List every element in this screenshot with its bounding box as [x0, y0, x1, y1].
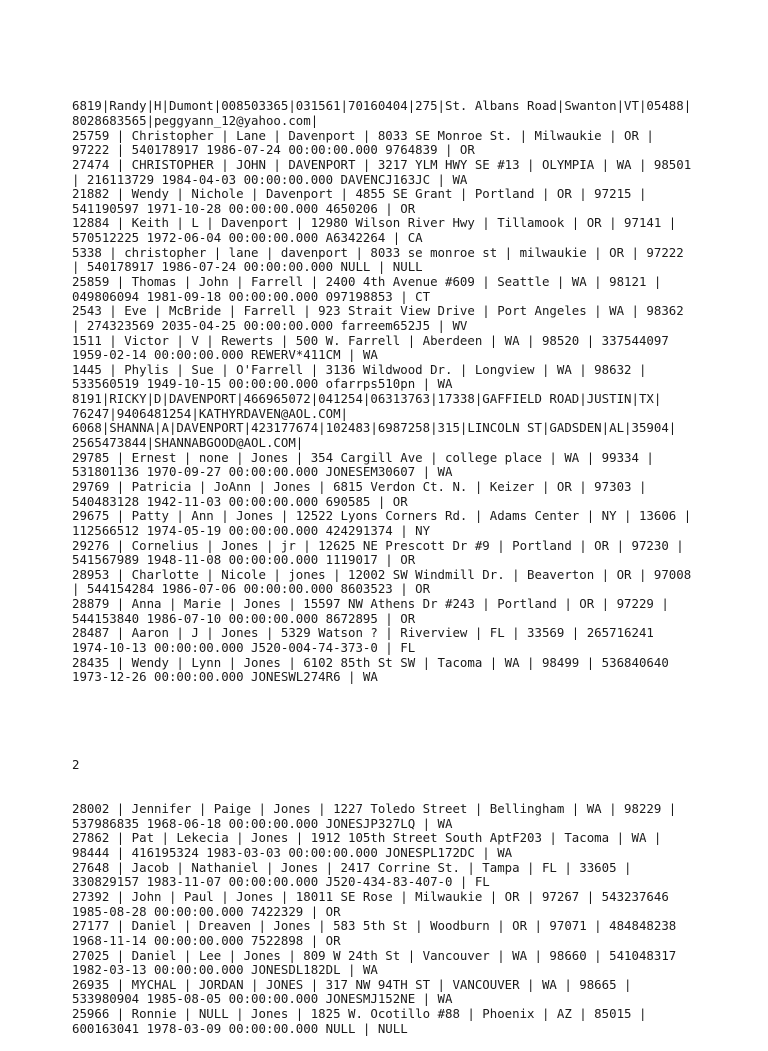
text-line: | 274323569 2035-04-25 00:00:00.000 farreem652J5 | WV: [72, 317, 468, 333]
text-line: 29785 | Ernest | none | Jones | 354 Cargill Ave | college place | WA | 99334 |: [72, 449, 654, 465]
text-line: | 540178917 1986-07-24 00:00:00.000 NULL | NULL: [72, 259, 423, 275]
document-page: [72, 70, 712, 1051]
text-line: 8028683565|peggyann_12@yahoo.com|: [72, 112, 319, 128]
text-line: 25966 | Ronnie | NULL | Jones | 1825 W. Ocotillo #88 | Phoenix | AZ | 85015 |: [72, 1006, 647, 1022]
text-line: 1511 | Victor | V | Rewerts | 500 W. Farrell | Aberdeen | WA | 98520 | 337544097: [72, 332, 669, 348]
text-line: 330829157 1983-11-07 00:00:00.000 J520-434-83-407-0 | FL: [72, 874, 490, 890]
text-line: 26935 | MYCHAL | JORDAN | JONES | 317 NW 94TH ST | VANCOUVER | WA | 98665 |: [72, 976, 632, 992]
text-line: | 544154284 1986-07-06 00:00:00.000 8603523 | OR: [72, 581, 431, 597]
text-line: 1973-12-26 00:00:00.000 JONESWL274R6 | WA: [72, 669, 378, 685]
text-line: 1974-10-13 00:00:00.000 J520-004-74-373-0 | FL: [72, 640, 416, 656]
text-line: 29675 | Patty | Ann | Jones | 12522 Lyons Corners Rd. | Adams Center | NY | 13606 |: [72, 508, 692, 524]
text-line: 600163041 1978-03-09 00:00:00.000 NULL | NULL: [72, 1020, 408, 1036]
text-line: 28879 | Anna | Marie | Jones | 15597 NW Athens Dr #243 | Portland | OR | 97229 |: [72, 596, 669, 612]
text-line: | 216113729 1984-04-03 00:00:00.000 DAVENCJ163JC | WA: [72, 171, 468, 187]
text-line: 6068|SHANNA|A|DAVENPORT|423177674|102483|6987258|315|LINCOLN ST|GADSDEN|AL|35904|: [72, 420, 677, 436]
text-line: 97222 | 540178917 1986-07-24 00:00:00.000 9764839 | OR: [72, 142, 475, 158]
text-line: 25759 | Christopher | Lane | Davenport | 8033 SE Monroe St. | Milwaukie | OR |: [72, 127, 654, 143]
text-line: 533560519 1949-10-15 00:00:00.000 ofarrps510pn | WA: [72, 376, 453, 392]
text-line: 8191|RICKY|D|DAVENPORT|466965072|041254|06313763|17338|GAFFIELD ROAD|JUSTIN|TX|: [72, 391, 662, 407]
text-line: 76247|9406481254|KATHYRDAVEN@AOL.COM|: [72, 405, 349, 421]
text-line: 21882 | Wendy | Nichole | Davenport | 4855 SE Grant | Portland | OR | 97215 |: [72, 186, 647, 202]
text-line: 28953 | Charlotte | Nicole | jones | 12002 SW Windmill Dr. | Beaverton | OR | 97008: [72, 566, 692, 582]
text-line: 2565473844|SHANNABGOOD@AOL.COM|: [72, 435, 304, 451]
text-line: 1968-11-14 00:00:00.000 7522898 | OR: [72, 932, 341, 948]
text-line: 5338 | christopher | lane | davenport | 8033 se monroe st | milwaukie | OR | 97222: [72, 244, 684, 260]
text-line: 27474 | CHRISTOPHER | JOHN | DAVENPORT | 3217 YLM HWY SE #13 | OLYMPIA | WA | 98501: [72, 156, 692, 172]
text-line: 1445 | Phylis | Sue | O'Farrell | 3136 Wildwood Dr. | Longview | WA | 98632 |: [72, 361, 647, 377]
text-line: 544153840 1986-07-10 00:00:00.000 8672895 | OR: [72, 610, 416, 626]
text-line: 29276 | Cornelius | Jones | jr | 12625 NE Prescott Dr #9 | Portland | OR | 97230 |: [72, 537, 684, 553]
text-line: 537986835 1968-06-18 00:00:00.000 JONESJP327LQ | WA: [72, 815, 453, 831]
text-line: 540483128 1942-11-03 00:00:00.000 690585 | OR: [72, 493, 408, 509]
text-line: 1959-02-14 00:00:00.000 REWERV*411CM | WA: [72, 347, 378, 363]
text-line: 2543 | Eve | McBride | Farrell | 923 Strait View Drive | Port Angeles | WA | 98362: [72, 303, 684, 319]
text-line: 28435 | Wendy | Lynn | Jones | 6102 85th St SW | Tacoma | WA | 98499 | 536840640: [72, 654, 669, 670]
text-line: 27648 | Jacob | Nathaniel | Jones | 2417 Corrine St. | Tampa | FL | 33605 |: [72, 859, 632, 875]
text-line: 28002 | Jennifer | Paige | Jones | 1227 Toledo Street | Bellingham | WA | 98229 |: [72, 801, 677, 817]
record-block-1: [72, 99, 712, 685]
blank-line: [72, 714, 712, 729]
text-line: 27862 | Pat | Lekecia | Jones | 1912 105th Street South AptF203 | Tacoma | WA |: [72, 830, 662, 846]
text-line: 1985-08-28 00:00:00.000 7422329 | OR: [72, 903, 341, 919]
text-line: 27177 | Daniel | Dreaven | Jones | 583 5th St | Woodburn | OR | 97071 | 484848238: [72, 918, 677, 934]
text-line: 049806094 1981-09-18 00:00:00.000 097198853 | CT: [72, 288, 431, 304]
text-line: 541190597 1971-10-28 00:00:00.000 4650206 | OR: [72, 200, 416, 216]
text-line: 25859 | Thomas | John | Farrell | 2400 4th Avenue #609 | Seattle | WA | 98121 |: [72, 274, 662, 289]
record-block-2: [72, 802, 712, 1036]
text-line: 531801136 1970-09-27 00:00:00.000 JONESEM30607 | WA: [72, 464, 453, 480]
text-line: 541567989 1948-11-08 00:00:00.000 1119017 | OR: [72, 552, 416, 568]
text-line: 12884 | Keith | L | Davenport | 12980 Wilson River Hwy | Tillamook | OR | 97141 |: [72, 215, 677, 231]
text-line: 98444 | 416195324 1983-03-03 00:00:00.000 JONESPL172DC | WA: [72, 845, 513, 861]
text-line: 27025 | Daniel | Lee | Jones | 809 W 24th St | Vancouver | WA | 98660 | 541048317: [72, 947, 677, 963]
page-number: 2: [72, 757, 80, 773]
text-line: 112566512 1974-05-19 00:00:00.000 424291374 | NY: [72, 522, 431, 538]
text-line: 1982-03-13 00:00:00.000 JONESDL182DL | WA: [72, 962, 378, 978]
text-line: 27392 | John | Paul | Jones | 18011 SE Rose | Milwaukie | OR | 97267 | 543237646: [72, 889, 669, 904]
text-line: 6819|Randy|H|Dumont|008503365|031561|70160404|275|St. Albans Road|Swanton|VT|05488|: [72, 98, 692, 114]
text-line: 29769 | Patricia | JoAnn | Jones | 6815 Verdon Ct. N. | Keizer | OR | 97303 |: [72, 478, 647, 494]
text-line: 570512225 1972-06-04 00:00:00.000 A6342264 | CA: [72, 230, 423, 246]
text-line: 533980904 1985-08-05 00:00:00.000 JONESMJ152NE | WA: [72, 991, 453, 1007]
text-line: 28487 | Aaron | J | Jones | 5329 Watson ? | Riverview | FL | 33569 | 265716241: [72, 625, 654, 641]
